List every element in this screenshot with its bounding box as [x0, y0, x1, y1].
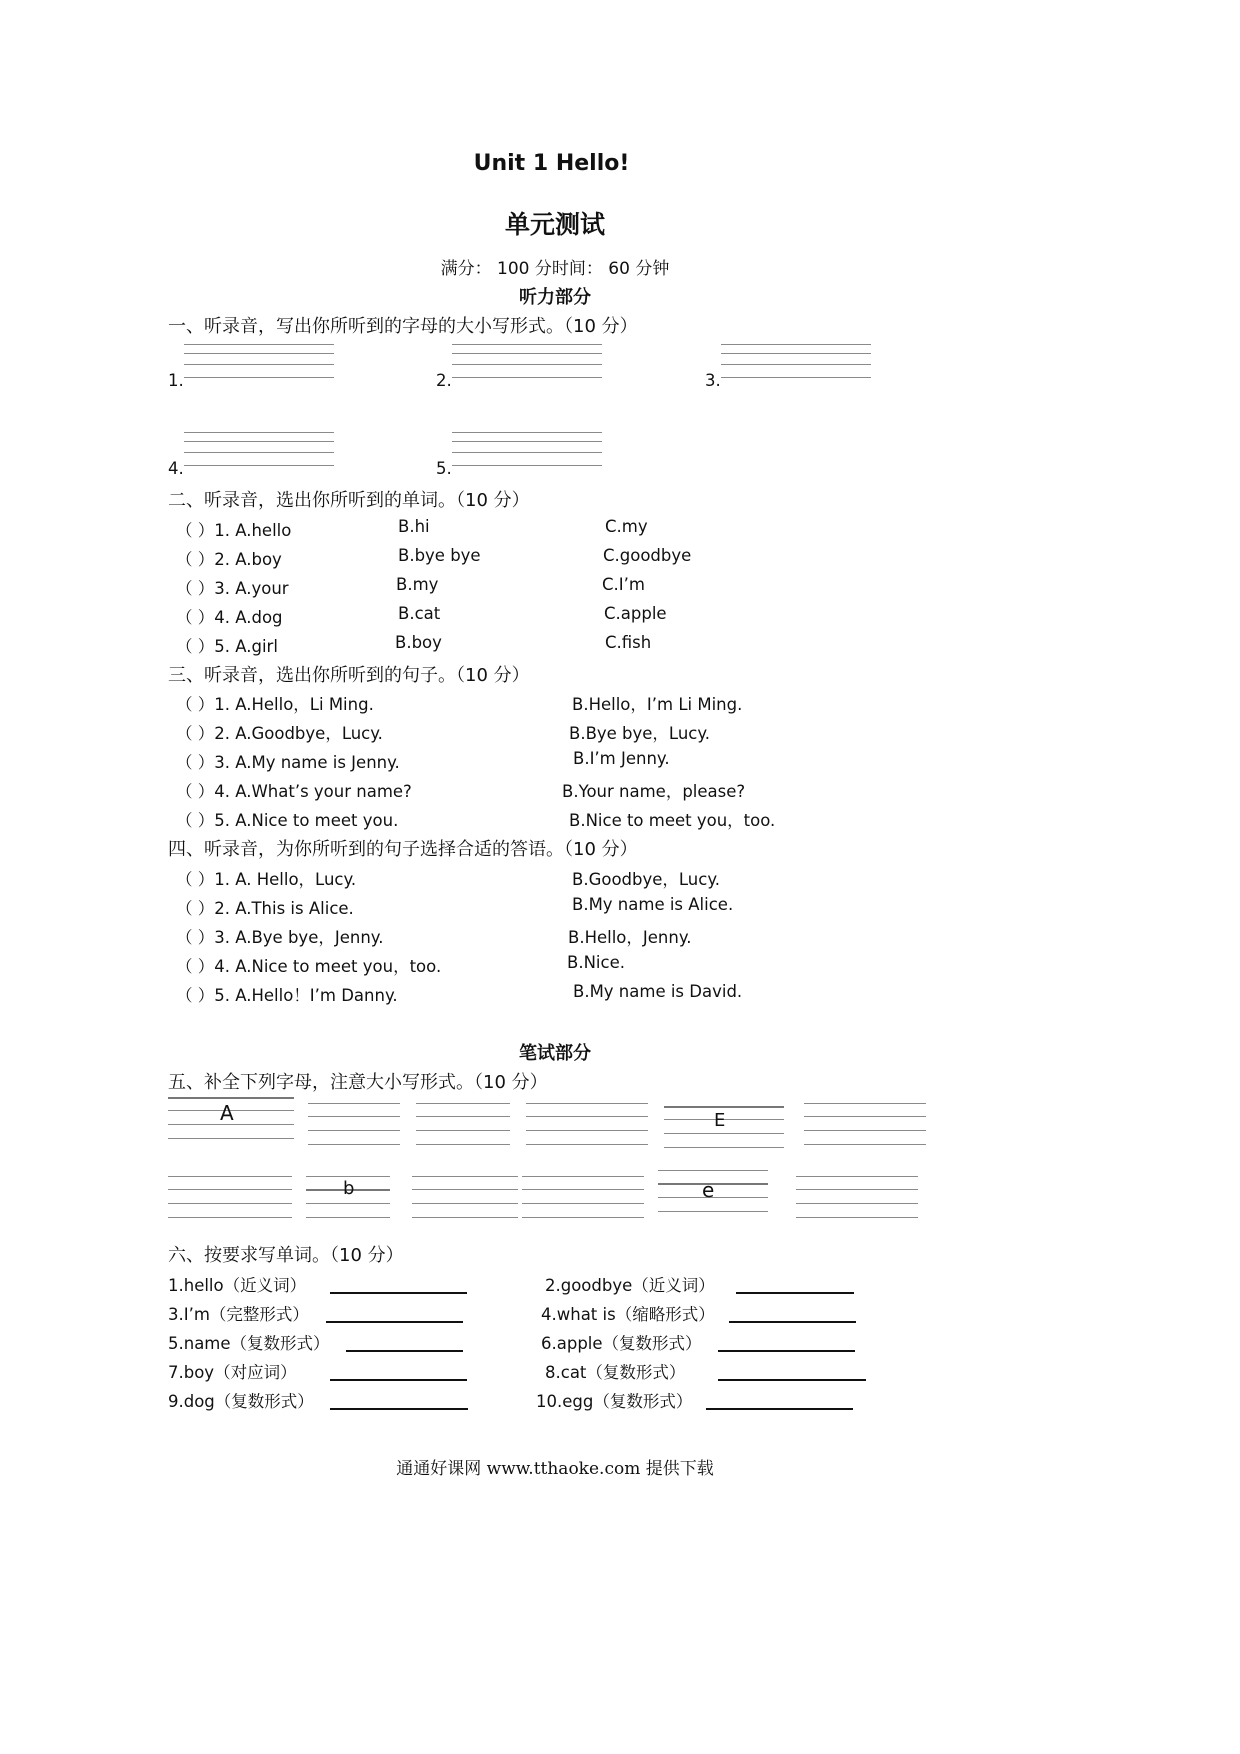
answer-blank[interactable] [330, 1292, 467, 1294]
question-option-c: C.goodbye [603, 546, 692, 565]
section-2-heading: 二、听录音，选出你所听到的单词。（10 分） [168, 490, 530, 511]
letter-item-number: 5. [436, 459, 452, 478]
question-option-b: B.Nice to meet you，too. [569, 811, 776, 830]
question-option-b: B.bye bye [398, 546, 481, 565]
word-task-label: 5.name（复数形式） [168, 1334, 330, 1353]
footer-source: 通通好课网 www.tthaoke.com 提供下载 [396, 1459, 714, 1479]
letter-grid [308, 1103, 400, 1145]
writing-lines [452, 344, 602, 378]
question-option-c: C.fish [605, 633, 652, 652]
question-option-c: C.apple [604, 604, 667, 623]
question-option-a: （ ）3. A.My name is Jenny. [176, 753, 400, 772]
answer-blank[interactable] [326, 1321, 463, 1323]
answer-blank[interactable] [330, 1379, 467, 1381]
question-option-b: B.boy [395, 633, 442, 652]
letter-grid [416, 1103, 510, 1145]
answer-blank[interactable] [718, 1379, 866, 1381]
question-option-a: （ ）2. A.boy [176, 550, 282, 569]
answer-blank[interactable] [346, 1350, 463, 1352]
question-option-a: （ ）3. A.Bye bye，Jenny. [176, 928, 384, 947]
letter-item-number: 2. [436, 371, 452, 390]
question-option-a: （ ）5. A.Hello！I’m Danny. [176, 986, 398, 1005]
letter-grid [526, 1103, 648, 1145]
letter-grid [522, 1176, 644, 1218]
letter-item-number: 3. [705, 371, 721, 390]
page-subtitle: 单元测试 [504, 210, 605, 239]
question-option-b: B.My name is David. [573, 982, 743, 1001]
section-5-heading: 五、补全下列字母，注意大小写形式。（10 分） [168, 1072, 548, 1093]
letter-item-number: 4. [168, 459, 184, 478]
writing-part-label: 笔试部分 [519, 1043, 591, 1064]
question-option-a: （ ）2. A.This is Alice. [176, 899, 354, 918]
word-task-label: 3.I’m（完整形式） [168, 1305, 309, 1324]
question-option-b: B.Hello，Jenny. [568, 928, 692, 947]
listening-part-label: 听力部分 [519, 287, 591, 308]
question-option-c: C.I’m [602, 575, 645, 594]
question-option-a: （ ）1. A.Hello，Li Ming. [176, 695, 374, 714]
page-title: Unit 1 Hello! [473, 151, 630, 176]
letter-grid [412, 1176, 518, 1218]
answer-blank[interactable] [736, 1292, 854, 1294]
question-option-b: B.my [396, 575, 439, 594]
question-option-b: B.Nice. [567, 953, 625, 972]
word-task-label: 8.cat（复数形式） [545, 1363, 686, 1382]
given-letter: e [702, 1178, 715, 1202]
answer-blank[interactable] [729, 1321, 856, 1323]
question-option-a: （ ）4. A.Nice to meet you，too. [176, 957, 442, 976]
section-4-heading: 四、听录音，为你所听到的句子选择合适的答语。（10 分） [168, 839, 638, 860]
section-1-heading: 一、听录音，写出你所听到的字母的大小写形式。（10 分） [168, 316, 638, 337]
section-6-heading: 六、按要求写单词。（10 分） [168, 1245, 404, 1266]
score-time-info: 满分： 100 分时间： 60 分钟 [440, 259, 670, 279]
question-option-a: （ ）5. A.Nice to meet you. [176, 811, 399, 830]
answer-blank[interactable] [718, 1350, 855, 1352]
given-letter: E [714, 1110, 726, 1131]
question-option-b: B.Hello，I’m Li Ming. [572, 695, 743, 714]
letter-grid [796, 1176, 918, 1218]
question-option-a: （ ）4. A.What’s your name? [176, 782, 412, 801]
word-task-label: 7.boy（对应词） [168, 1363, 297, 1382]
given-letter: A [220, 1101, 234, 1125]
question-option-b: B.cat [398, 604, 441, 623]
question-option-b: B.I’m Jenny. [573, 749, 670, 768]
word-task-label: 6.apple（复数形式） [541, 1334, 702, 1353]
question-option-a: （ ）1. A.hello [176, 521, 292, 540]
question-option-b: B.Your name，please? [562, 782, 746, 801]
question-option-a: （ ）5. A.girl [176, 637, 278, 656]
question-option-a: （ ）1. A. Hello，Lucy. [176, 870, 357, 889]
question-option-a: （ ）2. A.Goodbye，Lucy. [176, 724, 383, 743]
word-task-label: 2.goodbye（近义词） [545, 1276, 715, 1295]
word-task-label: 9.dog（复数形式） [168, 1392, 314, 1411]
word-task-label: 4.what is（缩略形式） [541, 1305, 715, 1324]
writing-lines [184, 432, 334, 466]
given-letter: b [343, 1178, 355, 1199]
question-option-b: B.Bye bye，Lucy. [569, 724, 711, 743]
letter-grid [168, 1176, 292, 1218]
question-option-c: C.my [605, 517, 648, 536]
question-option-a: （ ）3. A.your [176, 579, 289, 598]
question-option-b: B.My name is Alice. [572, 895, 734, 914]
section-3-heading: 三、听录音，选出你所听到的句子。（10 分） [168, 665, 530, 686]
writing-lines [721, 344, 871, 378]
word-task-label: 10.egg（复数形式） [536, 1392, 693, 1411]
question-option-a: （ ）4. A.dog [176, 608, 283, 627]
letter-item-number: 1. [168, 371, 184, 390]
writing-lines [184, 344, 334, 378]
answer-blank[interactable] [330, 1408, 468, 1410]
question-option-b: B.hi [398, 517, 430, 536]
writing-lines [452, 432, 602, 466]
question-option-b: B.Goodbye，Lucy. [572, 870, 720, 889]
answer-blank[interactable] [706, 1408, 853, 1410]
letter-grid [804, 1103, 926, 1145]
word-task-label: 1.hello（近义词） [168, 1276, 307, 1295]
